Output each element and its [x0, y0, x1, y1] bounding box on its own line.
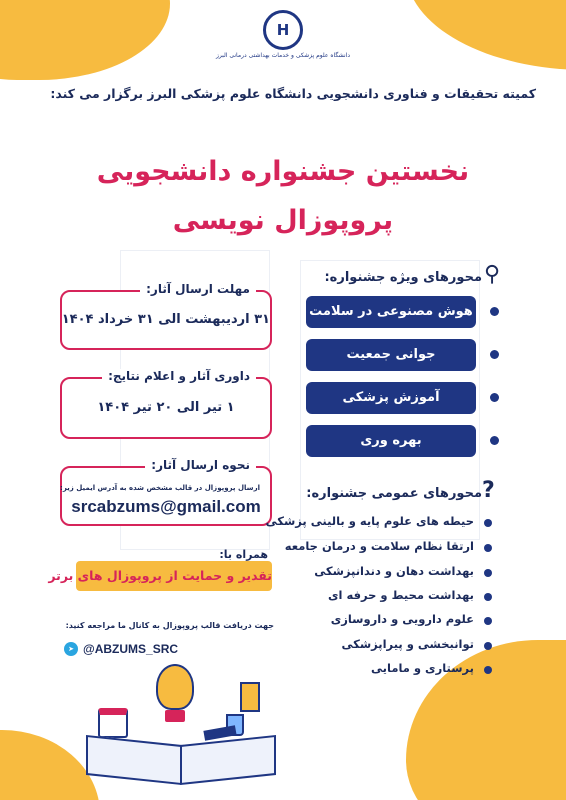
- general-topic-text: ارتقا نظام سلامت و درمان جامعه: [284, 539, 474, 553]
- university-logo: [213, 10, 353, 59]
- general-topic-item: [280, 661, 496, 679]
- decor-blob-top-left: [0, 0, 170, 80]
- lightbulb-icon: [156, 664, 194, 710]
- calendar-icon: [98, 708, 128, 738]
- channel-handle: @ABZUMS_SRC: [83, 642, 179, 656]
- bullet-dot: [490, 393, 499, 402]
- bullet-dot: [490, 307, 499, 316]
- general-topic-text: پرستاری و مامایی: [371, 661, 474, 675]
- special-topic-item: [306, 296, 502, 328]
- general-topic-item: [265, 514, 496, 532]
- telegram-icon: ➤: [64, 642, 78, 656]
- special-topic-pill: هوش مصنوعی در سلامت: [306, 296, 476, 328]
- judging-label: داوری آثار و اعلام نتایج:: [102, 369, 256, 383]
- general-topic-item: [280, 588, 496, 606]
- general-topic-text: توانبخشی و پیراپزشکی: [341, 637, 474, 651]
- bullet-dot: [490, 436, 499, 445]
- telegram-channel-link[interactable]: [64, 640, 204, 658]
- graduation-cap-icon: [203, 725, 236, 740]
- bullet-dot: [484, 593, 492, 601]
- general-topic-item: [280, 539, 496, 557]
- judging-value: ۱ تیر الی ۲۰ تیر ۱۴۰۴: [97, 400, 235, 415]
- general-topic-item: [280, 637, 496, 655]
- special-topic-pill: جوانی جمعیت: [306, 339, 476, 371]
- bullet-dot: [484, 617, 492, 625]
- decor-blob-top-right: [406, 0, 566, 70]
- submission-note: ارسال پروپوزال در قالب مشخص شده به آدرس ایمیل زیر:: [60, 484, 260, 492]
- general-topic-item: [280, 564, 496, 582]
- special-topic-item: [306, 339, 502, 371]
- general-topic-text: حیطه های علوم پایه و بالینی پزشکی: [265, 514, 474, 528]
- special-topic-pill: آموزش پزشکی: [306, 382, 476, 414]
- general-topics-heading: محورهای عمومی جشنواره:: [306, 486, 482, 501]
- special-topic-item: [306, 382, 502, 414]
- deadline-box: [60, 282, 272, 350]
- education-illustration: [76, 664, 276, 794]
- submission-email[interactable]: srcabzums@gmail.com: [71, 497, 261, 516]
- flag-icon: [240, 682, 260, 712]
- magnifier-icon: ⚲: [484, 262, 501, 287]
- special-topic-pill: بهره وری: [306, 425, 476, 457]
- festival-title-line-1: نخستین جشنواره دانشجویی: [96, 156, 470, 187]
- university-logo-caption: دانشگاه علوم پزشکی و خدمات بهداشتی درمانی البرز: [215, 52, 351, 59]
- accompany-label: همراه با:: [219, 548, 268, 561]
- judging-box: [60, 369, 272, 439]
- special-topic-item: [306, 425, 502, 457]
- accompany-banner: تقدیر و حمایت از پروپوزال های برتر: [76, 561, 272, 591]
- general-topic-item: [280, 612, 496, 630]
- open-book-right-page: [180, 735, 276, 785]
- university-logo-mark: H: [263, 10, 303, 50]
- festival-title-line-2: پروپوزال نویسی: [172, 205, 394, 236]
- deadline-value: ۳۱ اردیبهشت الی ۳۱ خرداد ۱۴۰۴: [61, 312, 270, 327]
- lightbulb-base: [165, 710, 185, 722]
- bullet-dot: [484, 642, 492, 650]
- question-icon: ?: [482, 478, 495, 503]
- bullet-dot: [484, 569, 492, 577]
- special-topics-heading: محورهای ویژه جشنواره:: [324, 270, 482, 285]
- submission-box: [60, 458, 272, 526]
- bullet-dot: [484, 544, 492, 552]
- general-topic-text: بهداشت دهان و دندانپزشکی: [314, 564, 474, 578]
- bullet-dot: [484, 519, 492, 527]
- deadline-label: مهلت ارسال آثار:: [140, 282, 256, 296]
- submission-label: نحوه ارسال آثار:: [145, 458, 256, 472]
- general-topic-text: علوم دارویی و داروسازی: [330, 612, 474, 626]
- general-topic-text: بهداشت محیط و حرفه ای: [328, 588, 474, 602]
- bullet-dot: [484, 666, 492, 674]
- channel-label: جهت دریافت قالب پروپوزال به کانال ما مراجعه کنید:: [65, 621, 274, 630]
- organizer-line: کمیته تحقیقات و فناوری دانشجویی دانشگاه علوم پزشکی البرز برگزار می کند:: [50, 86, 536, 101]
- bullet-dot: [490, 350, 499, 359]
- open-book-left-page: [86, 735, 182, 785]
